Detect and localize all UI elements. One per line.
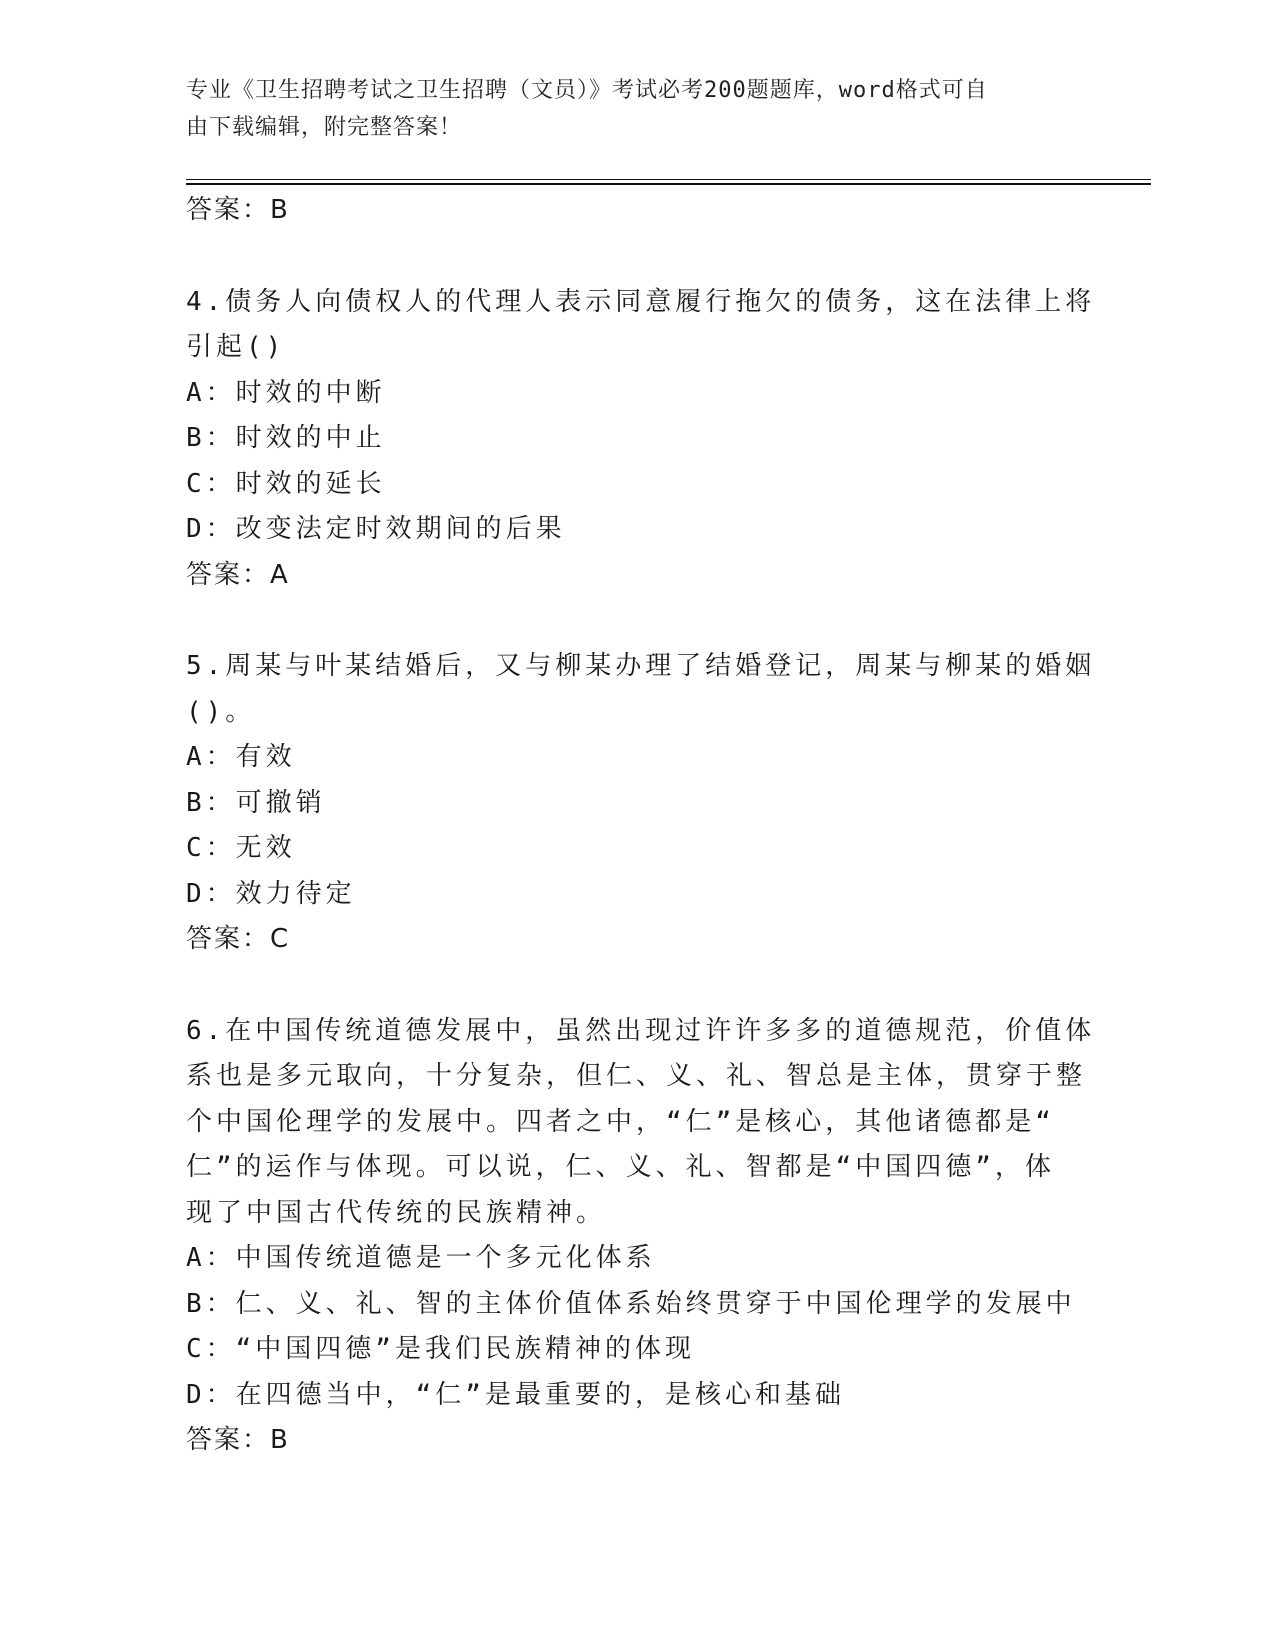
option-c: C：“中国四德”是我们民族精神的体现	[186, 1334, 695, 1364]
question-block	[186, 644, 1096, 963]
option-b: B：可撤销	[186, 787, 326, 818]
stem-line: 6.在中国传统道德发展中，虽然出现过许许多多的道德规范，价值体	[186, 1015, 1096, 1046]
question-stem	[186, 280, 1096, 371]
option-b: B：时效的中止	[186, 423, 386, 453]
option-d: D：改变法定时效期间的后果	[186, 514, 566, 544]
question-stem	[186, 1009, 1096, 1237]
option-c: C：时效的延长	[186, 468, 386, 499]
option-a: A：时效的中断	[186, 377, 386, 408]
question-block	[186, 280, 1096, 599]
answer: 答案：A	[186, 559, 290, 590]
question-stem	[186, 644, 1096, 735]
question-block	[186, 1009, 1096, 1464]
question-list	[186, 188, 1096, 1464]
stem-line: ()。	[186, 696, 256, 727]
option-c: C：无效	[186, 833, 296, 863]
answer: 答案：C	[186, 924, 291, 954]
stem-line: 引起()	[186, 332, 286, 362]
stem-line: 5.周某与叶某结婚后，又与柳某办理了结婚登记，周某与柳某的婚姻	[186, 651, 1096, 681]
option-d: D：在四德当中，“仁”是最重要的，是核心和基础	[186, 1379, 845, 1410]
header-divider-thick	[186, 183, 1151, 185]
document-header	[186, 72, 1066, 146]
stem-line: 4.债务人向债权人的代理人表示同意履行拖欠的债务，这在法律上将	[186, 286, 1096, 317]
answer: 答案：B	[186, 1425, 290, 1455]
stem-line: 系也是多元取向，十分复杂，但仁、义、礼、智总是主体，贯穿于整	[186, 1061, 1087, 1091]
stem-line: 仁”的运作与体现。可以说，仁、义、礼、智都是“中国四德”，体	[186, 1152, 1055, 1182]
header-line-2: 由下载编辑，附完整答案！	[186, 115, 463, 140]
option-b: B：仁、义、礼、智的主体价值体系始终贯穿于中国伦理学的发展中	[186, 1288, 1076, 1319]
header-line-1: 专业《卫生招聘考试之卫生招聘（文员）》考试必考200题题库，word格式可自	[186, 78, 988, 103]
stem-line: 个中国伦理学的发展中。四者之中，“仁”是核心，其他诸德都是“	[186, 1106, 1055, 1137]
previous-answer: 答案：B	[186, 195, 290, 225]
stem-line: 现了中国古代传统的民族精神。	[186, 1197, 607, 1228]
option-a: A：中国传统道德是一个多元化体系	[186, 1243, 656, 1273]
option-d: D：效力待定	[186, 878, 356, 909]
option-a: A：有效	[186, 742, 296, 772]
header-divider-thin	[186, 179, 1151, 180]
